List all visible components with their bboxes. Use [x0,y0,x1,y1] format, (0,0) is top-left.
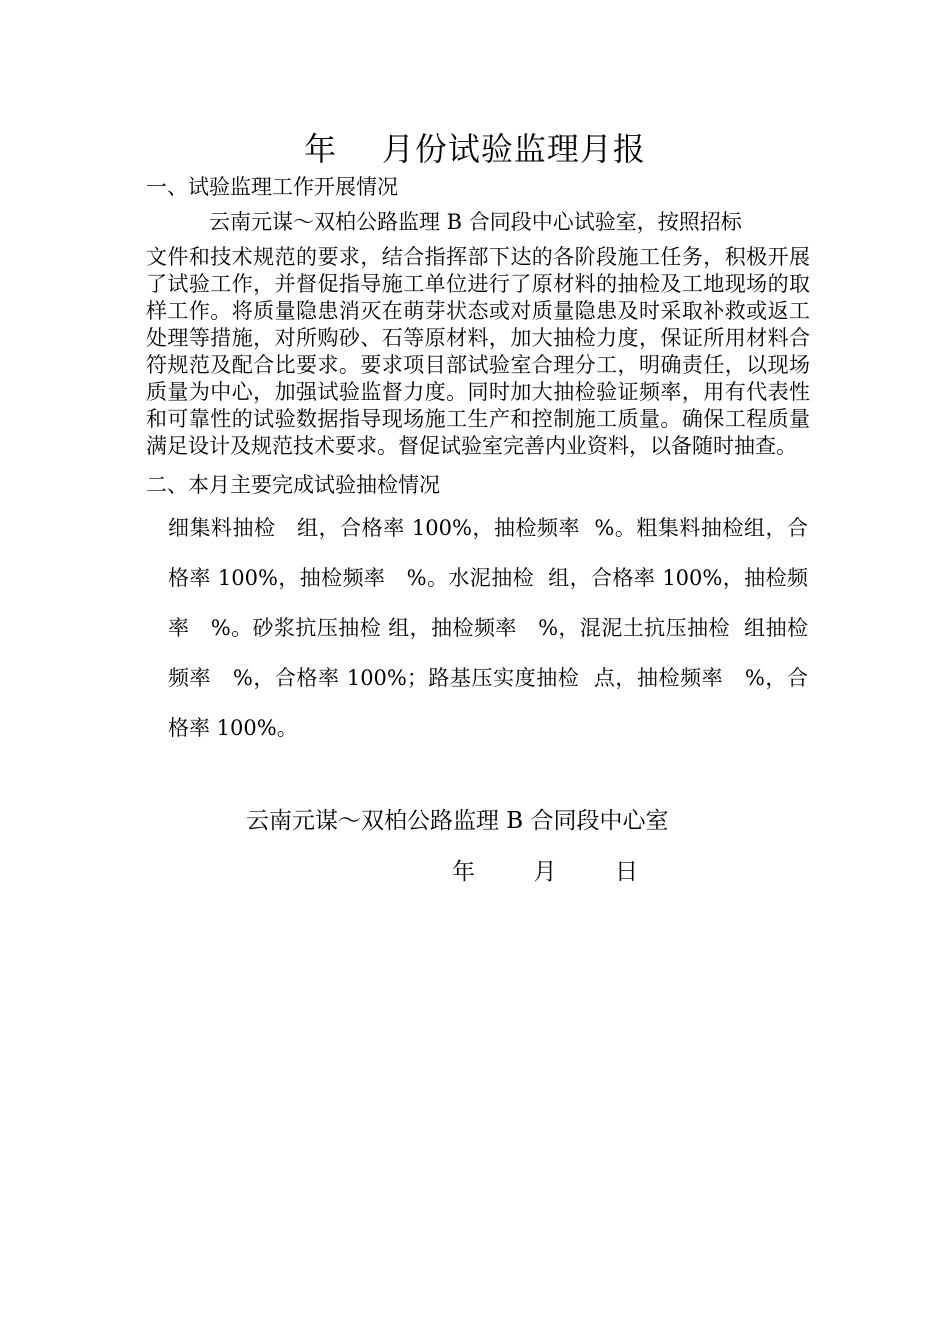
section-heading-1: 一、试验监理工作开展情况 [146,175,398,199]
section-1-first-line: 云南元谋～双柏公路监理 B 合同段中心试验室，按照招标 [209,210,742,234]
section-1-paragraph [146,209,810,460]
signature-date: 年 月 日 [452,859,638,885]
section-2-paragraph: 细集料抽检 组，合格率 100%，抽检频率 %。粗集料抽检组，合格率 100%，抽检频率 %。水泥抽检 组，合格率 100%，抽检频率 %。砂浆抗压抽检 组，抽检频率 %，混泥土抗压抽检 组抽检频率 %，合格率 100%；路基压实度抽检 点，抽检频率 %，合格率 100%。 [168,516,808,740]
document-title: 年 月份试验监理月报 [304,130,646,168]
section-1-body: 文件和技术规范的要求，结合指挥部下达的各阶段施工任务，积极开展了试验工作，并督促指导施工单位进行了原材料的抽检及工地现场的取样工作。将质量隐患消灭在萌芽状态或对质量隐患及时采取补救或返工处理等措施，对所购砂、石等原材料，加大抽检力度，保证所用材料合符规范及配合比要求。要求项目部试验室合理分工，明确责任，以现场质量为中心，加强试验监督力度。同时加大抽检验证频率，用有代表性和可靠性的试验数据指导现场施工生产和控制施工质量。确保工程质量满足设计及规范技术要求。督促试验室完善内业资料，以备随时抽查。 [146,245,810,458]
section-heading-2: 二、本月主要完成试验抽检情况 [146,473,440,497]
signature-organization: 云南元谋～双柏公路监理 B 合同段中心室 [246,808,669,834]
